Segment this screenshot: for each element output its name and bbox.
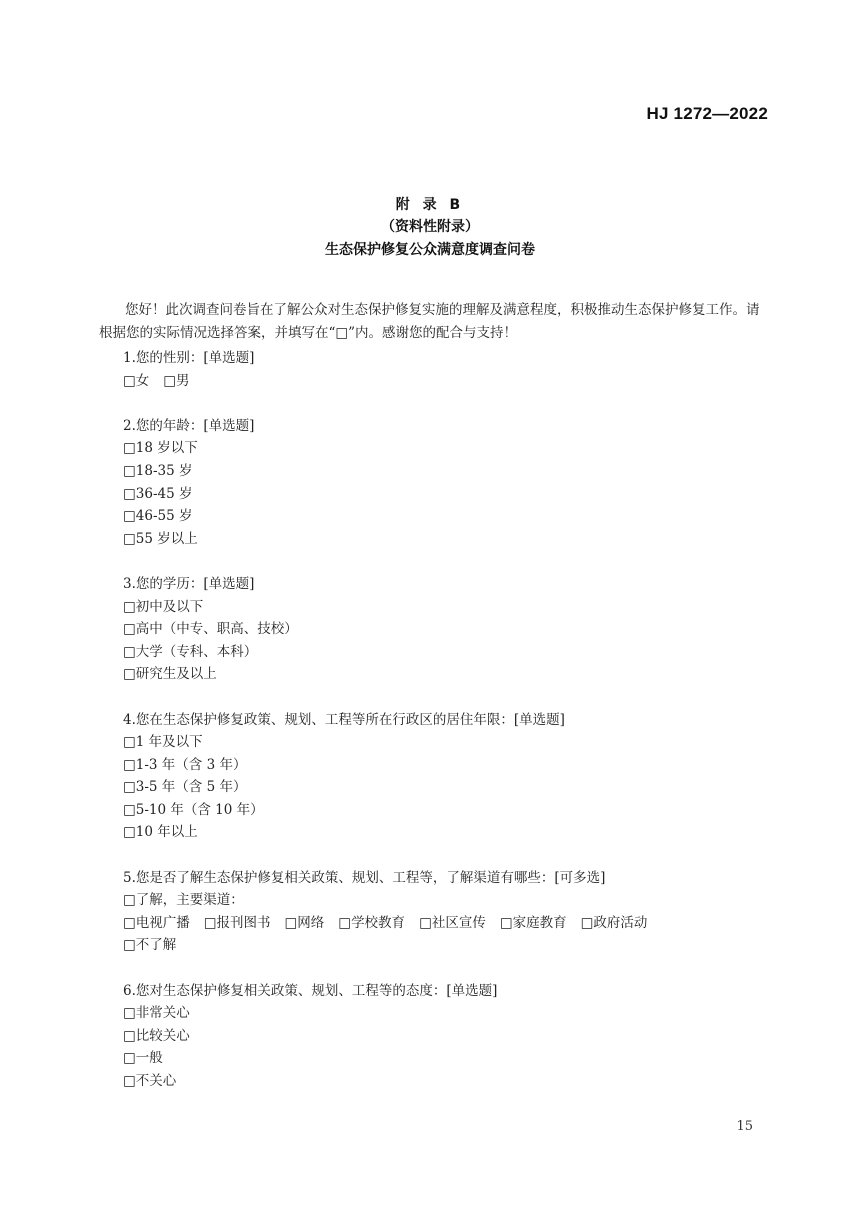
channel-tv-radio[interactable]: [123, 912, 190, 935]
option-label: 3-5 年（含 5 年）: [135, 779, 247, 796]
option-label: 18 岁以下: [135, 440, 198, 457]
option-label: 不了解: [135, 937, 177, 954]
checkbox-icon[interactable]: □: [338, 914, 352, 931]
checkbox-icon[interactable]: □: [123, 1027, 136, 1044]
option-item[interactable]: [123, 821, 763, 844]
question-1: [123, 347, 763, 392]
option-item[interactable]: [123, 618, 763, 641]
checkbox-icon[interactable]: □: [123, 892, 136, 909]
checkbox-icon[interactable]: □: [123, 1073, 136, 1089]
option-label: 非常关心: [135, 1005, 190, 1022]
option-label: 初中及以下: [135, 598, 204, 615]
option-item[interactable]: [123, 483, 763, 506]
option-item[interactable]: [123, 1002, 763, 1025]
option-label: 高中（中专、职高、技校）: [135, 621, 298, 638]
question-2: [123, 415, 763, 551]
option-label: 10 年以上: [135, 824, 198, 841]
checkbox-icon[interactable]: □: [123, 666, 136, 683]
option-item[interactable]: [123, 776, 763, 799]
appendix-subtitle: （资料性附录）: [381, 219, 479, 235]
option-item[interactable]: [123, 641, 763, 664]
channel-press-books[interactable]: [204, 912, 271, 935]
option-item[interactable]: [123, 596, 763, 619]
question-title: 2.您的年龄：[单选题]: [123, 417, 255, 434]
option-label: 55 岁以上: [135, 530, 198, 547]
checkbox-icon[interactable]: □: [123, 824, 136, 841]
option-item[interactable]: [123, 754, 763, 777]
checkbox-icon[interactable]: □: [123, 621, 136, 638]
option-label: 政府活动: [593, 914, 648, 931]
option-item[interactable]: [123, 731, 763, 754]
option-item[interactable]: [123, 1025, 763, 1048]
option-label: 女: [135, 372, 150, 389]
question-6: [123, 980, 763, 1093]
option-label: 比较关心: [135, 1027, 190, 1044]
checkbox-icon[interactable]: □: [123, 1005, 136, 1022]
appendix-title: 附 录 B: [395, 197, 465, 213]
question-title: 6.您对生态保护修复相关政策、规划、工程等的态度：[单选题]: [123, 982, 498, 999]
intro-paragraph: [99, 299, 767, 345]
option-item[interactable]: [123, 663, 763, 686]
channel-school[interactable]: [338, 912, 405, 935]
option-label: 一般: [135, 1050, 163, 1067]
channel-community[interactable]: [419, 912, 486, 935]
option-male[interactable]: [163, 370, 189, 393]
checkbox-icon[interactable]: □: [284, 914, 298, 931]
checkbox-icon[interactable]: □: [123, 914, 136, 931]
question-5: [123, 867, 763, 957]
checkbox-icon[interactable]: □: [499, 914, 513, 931]
checkbox-icon[interactable]: □: [123, 643, 136, 660]
channel-options: [123, 912, 763, 935]
question-list: [123, 347, 763, 1115]
channel-family[interactable]: [500, 912, 567, 935]
option-label: 电视广播: [135, 914, 190, 931]
option-not-know[interactable]: [123, 934, 763, 957]
option-item[interactable]: [123, 437, 763, 460]
checkbox-icon[interactable]: □: [123, 1050, 136, 1067]
question-title: 5.您是否了解生态保护修复相关政策、规划、工程等，了解渠道有哪些：[可多选]: [123, 869, 606, 886]
question-title: 3.您的学历：[单选题]: [123, 575, 255, 592]
option-label: 1 年及以下: [135, 734, 203, 751]
checkbox-icon[interactable]: □: [123, 530, 136, 547]
option-item[interactable]: [123, 528, 763, 551]
option-label: 5-10 年（含 10 年）: [135, 801, 264, 818]
option-label: 大学（专科、本科）: [135, 643, 258, 660]
option-item[interactable]: [123, 1070, 763, 1093]
checkbox-icon[interactable]: □: [419, 914, 432, 931]
question-title: 4.您在生态保护修复政策、规划、工程等所在行政区的居住年限：[单选题]: [123, 711, 565, 728]
questionnaire-title: 生态保护修复公众满意度调查问卷: [325, 242, 535, 258]
option-label: 36-45 岁: [135, 485, 193, 502]
option-label: 46-55 岁: [135, 508, 193, 525]
option-label: 不关心: [135, 1073, 177, 1089]
option-label: 网络: [297, 914, 325, 931]
checkbox-icon[interactable]: □: [123, 937, 136, 954]
option-label: 社区宣传: [431, 914, 486, 931]
checkbox-icon[interactable]: □: [580, 914, 594, 931]
checkbox-icon[interactable]: □: [123, 508, 136, 525]
channel-internet[interactable]: [285, 912, 325, 935]
page-number: 15: [736, 1119, 753, 1134]
checkbox-icon[interactable]: □: [123, 801, 136, 818]
checkbox-icon[interactable]: □: [203, 914, 217, 931]
gender-options: [123, 370, 763, 393]
option-label: 男: [176, 372, 190, 389]
checkbox-icon[interactable]: □: [123, 598, 136, 615]
standard-code: HJ 1272—2022: [646, 104, 768, 123]
option-item[interactable]: [123, 1047, 763, 1070]
option-label: 家庭教育: [512, 914, 567, 931]
question-3: [123, 573, 763, 686]
checkbox-icon[interactable]: □: [123, 779, 136, 796]
checkbox-icon[interactable]: □: [123, 734, 136, 751]
option-label: 1-3 年（含 3 年）: [135, 756, 247, 773]
question-4: [123, 709, 763, 845]
option-label: 研究生及以上: [135, 666, 217, 683]
channel-government[interactable]: [581, 912, 648, 935]
option-label: 18-35 岁: [135, 462, 193, 479]
option-label: 了解，主要渠道：: [135, 892, 244, 909]
option-know[interactable]: [123, 889, 763, 912]
option-label: 学校教育: [351, 914, 406, 931]
checkbox-icon[interactable]: □: [123, 372, 136, 389]
option-item[interactable]: [123, 505, 763, 528]
option-female[interactable]: [123, 370, 149, 393]
checkbox-icon[interactable]: □: [123, 485, 136, 502]
option-item[interactable]: [123, 460, 763, 483]
question-title: 1.您的性别：[单选题]: [123, 350, 255, 366]
checkbox-icon[interactable]: □: [123, 756, 136, 773]
option-item[interactable]: [123, 799, 763, 822]
option-label: 报刊图书: [216, 914, 271, 931]
checkbox-icon[interactable]: □: [163, 372, 177, 389]
checkbox-icon[interactable]: □: [123, 462, 136, 479]
intro-text: 您好！此次调查问卷旨在了解公众对生态保护修复实施的理解及满意程度，积极推动生态保护修复工作。请根据您的实际情况选择答案，并填写在“□”内。感谢您的配合与支持！: [99, 302, 760, 341]
checkbox-icon[interactable]: □: [123, 440, 136, 457]
